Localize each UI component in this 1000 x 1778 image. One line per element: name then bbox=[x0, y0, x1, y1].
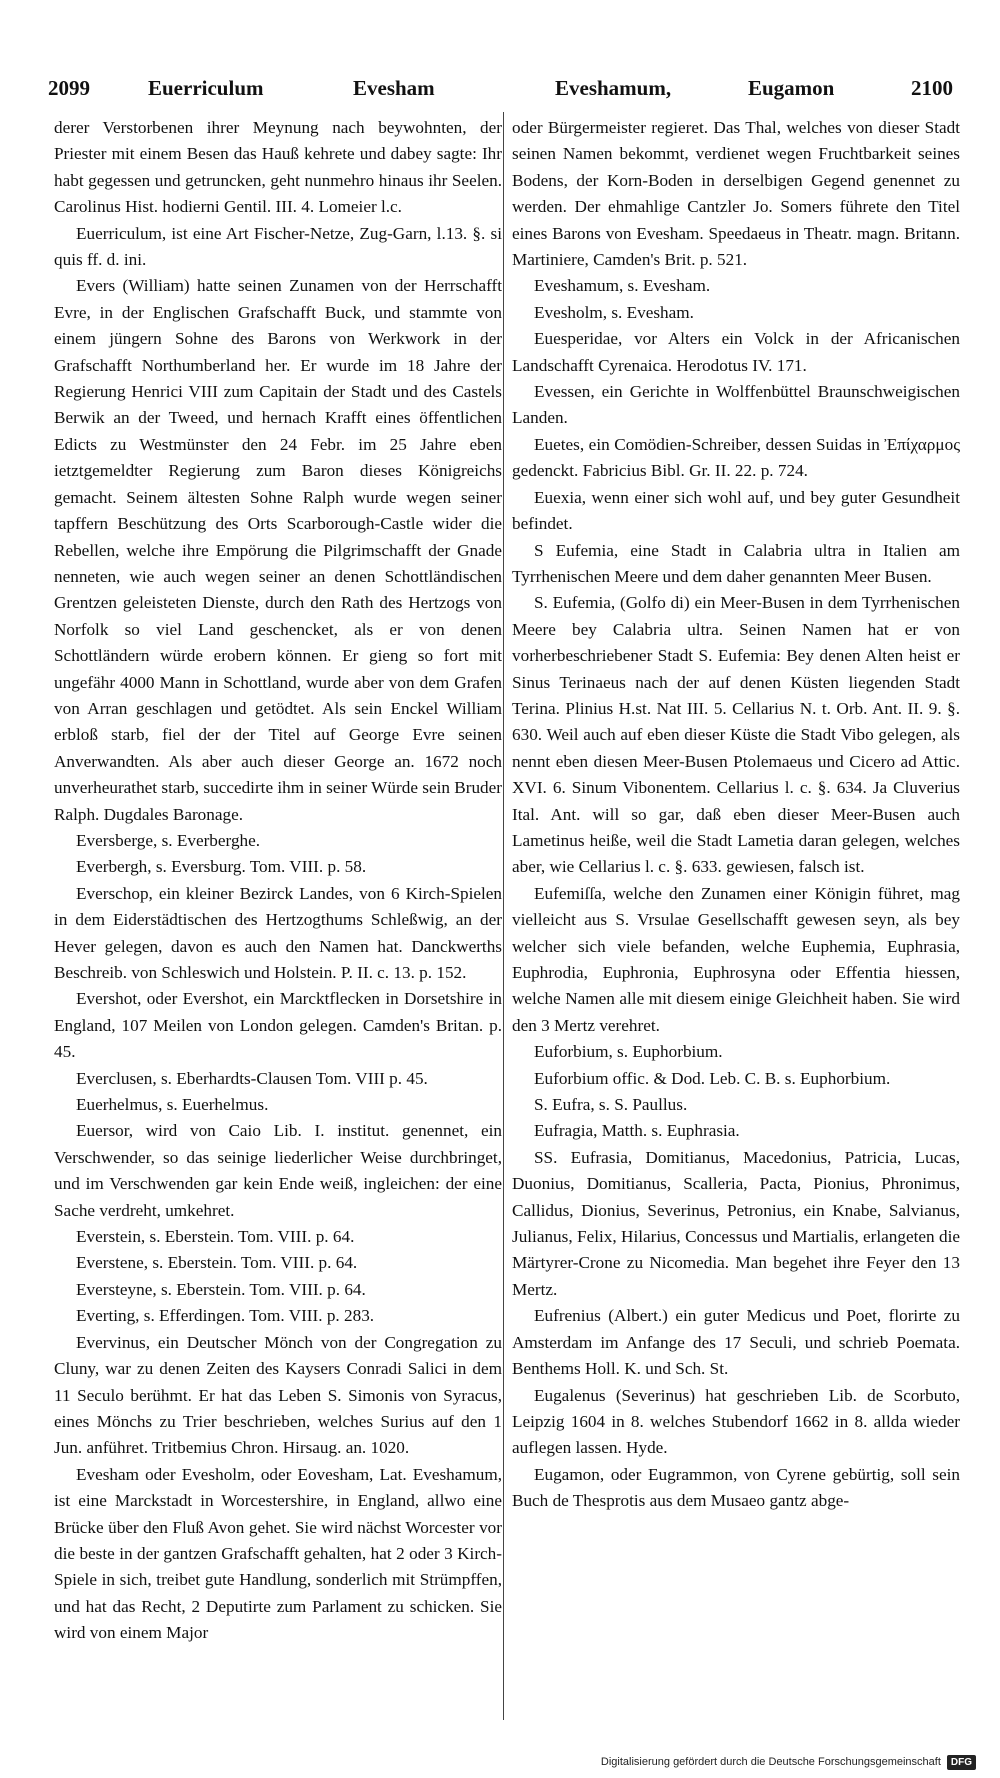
right-entry: Evessen, ein Gerichte in Wolffenbüttel Braunschweigischen Landen. bbox=[512, 382, 960, 428]
header-keyword-2: Evesham bbox=[353, 76, 435, 100]
right-entry: oder Bürgermeister regieret. Das Thal, welches von dieser Stadt seinen Namen bekommt, verdienet wegen Fruchtbarkeit seines Bodens, der Korn-Boden in derselbigen Gegend genennet zu werden. Der ehmahlige Cantzler Jo. Somers führete den Titel eines Barons von Evesham. Speedaeus in Theatr. magn. Britann. Martiniere, Camden's Brit. p. 521. bbox=[512, 118, 960, 270]
page-header bbox=[48, 62, 953, 112]
right-entry: Evesholm, s. Evesham. bbox=[534, 302, 694, 322]
right-entry: Euforbium offic. & Dod. Leb. C. B. s. Euphorbium. bbox=[534, 1068, 891, 1088]
right-entry: Eugamon, oder Eugrammon, von Cyrene gebürtig, soll sein Buch de Thesprotis aus dem Musaeo gantz abge- bbox=[512, 1464, 960, 1511]
right-entry: S. Eufemia, (Golfo di) ein Meer-Busen in dem Tyrrhenischen Meere bey Calabria ultra. Seinen Namen hat er von vorherbeschriebener Stadt S. Eufemia: Bey denen Alten heist er Sinus Terinaeus nach der auf denen Küsten liegenden Stadt Terina. Plinius H.st. Nat III. 5. Cellarius N. t. Orb. Ant. II. 9. §. 630. Weil auch auf eben dieser Küste die Stadt Vibo gelegen, als nennt eben diesen Meer-Busen Ptolemaeus und Cicero ad Attic. XVI. 6. Sinum Vibonentem. Cellarius l. c. §. 634. Ja Cluverius Ital. Ant. will so gar, daß eben dieser Meer-Busen auch Lametinus heiße, weil die Stadt Lametia daran gelegen, welches aber, wie Cellarius l. c. §. 633. gewiesen, falsch ist. bbox=[512, 593, 960, 877]
left-entry: Everstene, s. Eberstein. Tom. VIII. p. 64. bbox=[76, 1253, 358, 1273]
left-entry: Evervinus, ein Deutscher Mönch von der Congregation zu Cluny, war zu denen Zeiten des Kaysers Conradi Salici in dem 11 Seculo berühmt. Er hat das Leben S. Simonis von Syracus, eines Mönchs zu Trier beschrieben, welches Surius auf den 1 Jun. anführet. Tritbemius Chron. Hirsaug. an. 1020. bbox=[54, 1332, 502, 1458]
left-entry: Evesham oder Evesholm, oder Eovesham, Lat. Eveshamum, ist eine Marckstadt in Worcestershire, in England, allwo eine Brücke über den Fluß Avon gehet. Sie wird nächst Worcester vor die beste in der gantzen Grafschafft gehalten, hat 2 oder 3 Kirch-Spiele in sich, treibet gute Handlung, sonderlich mit Strümpffen, und hat das Recht, 2 Deputirte zum Parlament zu schicken. Sie wird von einem Major bbox=[54, 1464, 502, 1643]
right-entry: S Eufemia, eine Stadt in Calabria ultra in Italien am Tyrrhenischen Meere und dem daher genannten Meer Busen. bbox=[512, 540, 960, 586]
right-column bbox=[512, 115, 960, 1695]
left-entry: Eversteyne, s. Eberstein. Tom. VIII. p. 64. bbox=[76, 1279, 366, 1299]
left-entry: Everbergh, s. Eversburg. Tom. VIII. p. 58. bbox=[76, 857, 367, 877]
page-number-right: 2100 bbox=[911, 76, 953, 100]
left-entry: Euersor, wird von Caio Lib. I. institut. genennet, ein Verschwender, so das seinige liederlicher Weise durchbringet, und im Verschwenden gar kein Ende weiß, ingleichen: der eine Sache verdreht, umkehret. bbox=[54, 1121, 502, 1220]
page-number-left: 2099 bbox=[48, 76, 90, 100]
digitization-credit bbox=[601, 1752, 976, 1772]
right-entry: Euexia, wenn einer sich wohl auf, und bey guter Gesundheit befindet. bbox=[512, 487, 960, 534]
right-entry: Eufemiſſa, welche den Zunamen einer Königin führet, mag vielleicht aus S. Vrsulae Gesellschafft gewesen seyn, als bey welcher sich viele befanden, welche Euphemia, Euphrasia, Euphrodia, Euphronia, Euphrosyna oder Effentia hiessen, welche Namen alle mit diesem einige Gleichheit haben. Sie wird den 3 Mertz verehret. bbox=[512, 883, 960, 1035]
header-keyword-3: Eveshamum, bbox=[555, 76, 672, 100]
left-column bbox=[54, 115, 502, 1695]
dfg-logo: DFG bbox=[947, 1755, 976, 1770]
right-entry: SS. Eufrasia, Domitianus, Macedonius, Patricia, Lucas, Duonius, Domitianus, Scalleria, Pacta, Pionius, Phronimus, Callidus, Dionius, Severinus, Petronius, ein Knabe, Salvianus, Julianus, Felix, Hilarius, Concessus und Martialis, erlangeten die Märtyrer-Crone zu Nicomedia. Man begehet ihre Feyer den 13 Mertz. bbox=[512, 1147, 960, 1299]
right-entry: Eufragia, Matth. s. Euphrasia. bbox=[534, 1121, 740, 1141]
left-entry: Evers (William) hatte seinen Zunamen von der Herrschafft Evre, in der Englischen Grafschafft Buck, und stammte von einem jüngern Sohne des Barons von Werkwork in der Grafschafft Northumberland her. Er wurde im 18 Jahre der Regierung Henrici VIII zum Capitain der Stadt und des Castels Berwik an der Tweed, und hernach Krafft eines öffentlichen Edicts zu Westmünster den 24 Febr. im 25 Jahre eben ietztgemeldter Regierung zum Baron dieses Königreichs gemacht. Seinem ältesten Sohne Ralph wurde wegen seiner tapffern Beschützung des Orts Scarborough-Castle wider die Rebellen, welche ihre Empörung die Pilgrimschafft der Gnade nenneten, wie auch wegen seiner an denen Schottländischen Grentzen geleisteten Dienste, durch den Rath des Hertzogs von Norfolk so viel Land geschencket, als er von denen Schottländern würde erobern können. Er gieng so fort mit ungefähr 4000 Mann in Schottland, wurde aber von dem Grafen von Arran geschlagen und getödtet. Als sein Enckel William erbloß starb, fiel der der Titel auf George Evre seinen Anverwandten. Als aber auch dieser George an. 1672 noch unverheurathet starb, succedirte ihm in seiner Würde sein Bruder Ralph. Dugdales Baronage. bbox=[54, 276, 502, 824]
left-entry: Everschop, ein kleiner Bezirck Landes, von 6 Kirch-Spielen in dem Eiderstädtischen des Hertzogthums Schleßwig, an der Hever gelegen, davon es auch den Namen hat. Danckwerths Beschreib. von Schleswich und Holstein. P. II. c. 13. p. 152. bbox=[54, 883, 502, 982]
right-entry: Eveshamum, s. Evesham. bbox=[534, 276, 711, 296]
left-entry: Eversberge, s. Everberghe. bbox=[76, 830, 261, 850]
left-entry: Euerhelmus, s. Euerhelmus. bbox=[76, 1095, 269, 1115]
header-keyword-4: Eugamon bbox=[748, 76, 835, 100]
right-entry: S. Eufra, s. S. Paullus. bbox=[534, 1095, 688, 1115]
right-entry: Eugalenus (Severinus) hat geschrieben Lib. de Scorbuto, Leipzig 1604 in 8. welches Stubendorf 1662 in 8. allda wieder auflegen lassen. Hyde. bbox=[512, 1385, 960, 1458]
left-entry: Evershot, oder Evershot, ein Marcktflecken in Dorsetshire in England, 107 Meilen von London gelegen. Camden's Britan. p. 45. bbox=[54, 989, 502, 1062]
left-entry: Everstein, s. Eberstein. Tom. VIII. p. 64. bbox=[76, 1227, 355, 1247]
right-entry: Euforbium, s. Euphorbium. bbox=[534, 1042, 723, 1062]
right-entry: Eufrenius (Albert.) ein guter Medicus und Poet, florirte zu Amsterdam im Anfange des 17 Seculi, und schrieb Poemata. Benthems Holl. K. und Sch. St. bbox=[512, 1306, 960, 1379]
left-entry: Euerriculum, ist eine Art Fischer-Netze, Zug-Garn, l.13. §. si quis ff. d. ini. bbox=[54, 223, 502, 270]
right-entry: Euetes, ein Comödien-Schreiber, dessen Suidas in Ἐπίχαρμος gedenckt. Fabricius Bibl. Gr. II. 22. p. 724. bbox=[512, 434, 960, 481]
column-divider bbox=[503, 112, 504, 1720]
header-keyword-1: Euerriculum bbox=[148, 76, 264, 100]
left-entry: derer Verstorbenen ihrer Meynung nach beywohnten, der Priester mit einem Besen das Hauß kehrete und dabey sagte: Ihr habt gegessen und getruncken, geht nunmehro hinaus ihr Seelen. Carolinus Hist. hodierni Gentil. III. 4. Lomeier l.c. bbox=[54, 118, 502, 217]
credit-text: Digitalisierung gefördert durch die Deutsche Forschungsgemeinschaft bbox=[600, 1756, 941, 1768]
left-entry: Everting, s. Efferdingen. Tom. VIII. p. 283. bbox=[76, 1306, 375, 1326]
right-entry: Euesperidae, vor Alters ein Volck in der Africanischen Landschafft Cyrenaica. Herodotus IV. 171. bbox=[512, 329, 960, 375]
left-entry: Everclusen, s. Eberhardts-Clausen Tom. VIII p. 45. bbox=[76, 1068, 428, 1088]
